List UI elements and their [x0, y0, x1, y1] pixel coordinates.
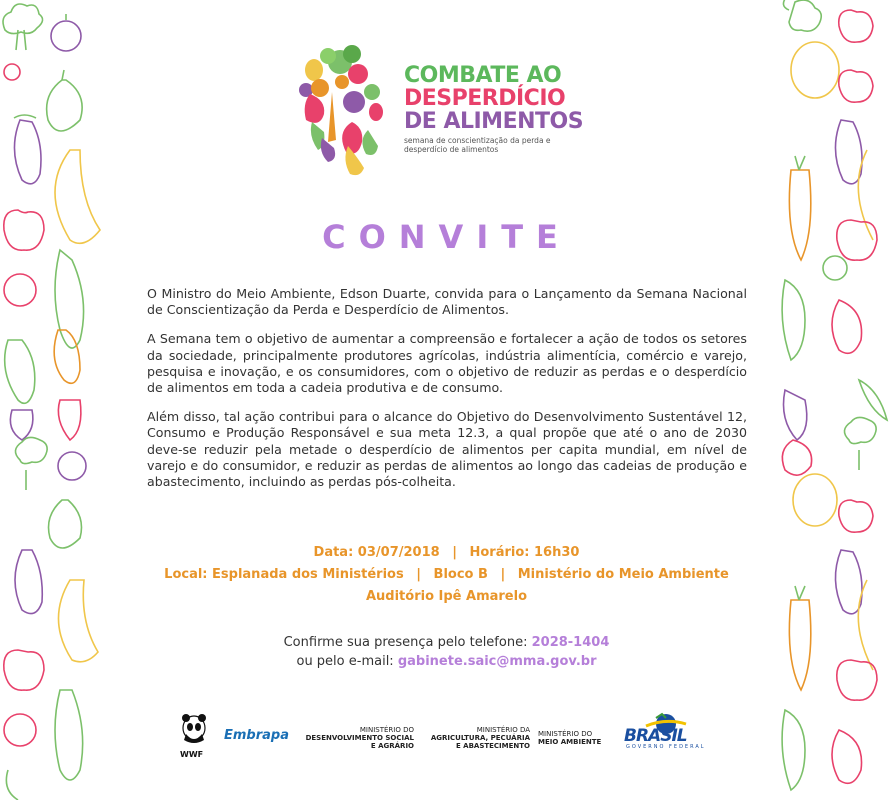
embrapa-logo: Embrapa: [224, 728, 289, 743]
invitation-body: [147, 286, 747, 503]
rsvp-phone[interactable]: 2028-1404: [531, 635, 610, 650]
mdsa-line-2: DESENVOLVIMENTO SOCIAL: [305, 734, 414, 742]
rsvp-block: [0, 633, 893, 671]
sponsor-logos: [180, 712, 720, 757]
mapa-logo: [423, 726, 530, 750]
title-line-1: COMBATE AO: [404, 63, 562, 88]
mma-line-2: MEIO AMBIENTE: [538, 738, 602, 746]
event-date-time: [0, 542, 893, 564]
event-place: Local: Esplanada dos Ministérios: [164, 567, 404, 582]
event-date: Data: 03/07/2018: [313, 545, 440, 560]
event-location: [0, 564, 893, 586]
rsvp-phone-line: [0, 633, 893, 652]
event-details: [0, 542, 893, 608]
rsvp-phone-label: Confirme sua presença pelo telefone:: [283, 635, 528, 650]
right-vegetable-border: [775, 0, 893, 800]
separator: |: [452, 545, 457, 560]
mdsa-line-3: E AGRÁRIO: [370, 742, 414, 750]
brasil-governo-logo: [616, 712, 711, 752]
title-line-2: DESPERDÍCIO: [404, 86, 566, 111]
event-ministry: Ministério do Meio Ambiente: [517, 567, 729, 582]
vegetable-pattern-icon: [775, 0, 893, 800]
vegetable-pattern-icon: [0, 0, 115, 800]
brasil-text: BRASIL: [624, 726, 687, 746]
mapa-line-3: E ABASTECIMENTO: [455, 742, 530, 750]
event-block: Bloco B: [433, 567, 488, 582]
mma-line-1: MINISTÉRIO DO: [538, 730, 593, 738]
separator: |: [500, 567, 506, 582]
separator: |: [416, 567, 422, 582]
campaign-title: [404, 64, 583, 154]
rsvp-email-label: ou pelo e-mail:: [296, 654, 394, 669]
rsvp-email-link[interactable]: gabinete.saic@mma.gov.br: [397, 654, 597, 669]
wwf-text: WWF: [180, 750, 204, 759]
page-title: CONVITE: [322, 218, 571, 256]
panda-icon: [180, 714, 210, 748]
rsvp-email-line: [0, 652, 893, 671]
paragraph: A Semana tem o objetivo de aumentar a compreensão e fortalecer a ação de todos os setores da sociedade, principalmente produtores agrícolas, indústria alimentícia, comércio e varejo, pesquisa e inovação, e os consumidores, com o objetivo de reduzir as perdas e o desperdício de alimentos em toda a cadeia produtiva e de consumo.: [147, 331, 747, 396]
mma-logo: [538, 730, 606, 746]
wwf-logo: [180, 714, 210, 759]
mdsa-logo: [302, 726, 414, 750]
mapa-line-1: MINISTÉRIO DA: [476, 726, 530, 734]
title-line-3: DE ALIMENTOS: [404, 109, 584, 134]
event-time: Horário: 16h30: [469, 545, 580, 560]
governo-federal-text: GOVERNO FEDERAL: [626, 744, 706, 750]
mapa-line-2: AGRICULTURA, PECUÁRIA: [430, 734, 530, 742]
left-vegetable-border: [0, 0, 115, 800]
mdsa-line-1: MINISTÉRIO DO: [359, 726, 414, 734]
campaign-subtitle: semana de conscientização da perda e desperdício de alimentos: [404, 136, 551, 154]
vegetable-cluster-icon: [292, 42, 402, 182]
campaign-logo: [292, 42, 612, 182]
paragraph: Além disso, tal ação contribui para o alcance do Objetivo do Desenvolvimento Sustentável 12, Consumo e Produção Responsável e sua meta 12.3, a qual propõe que até o ano de 2030 deve-se reduzir pela metade o desperdício de alimentos per capita mundial, em nível de varejo e do consumidor, e reduzir as perdas de alimentos ao longo das cadeias de produção e abastecimento, incluindo as perdas pós-colheita.: [147, 409, 747, 490]
paragraph: O Ministro do Meio Ambiente, Edson Duarte, convida para o Lançamento da Semana Nacional de Conscientização da Perda e Desperdício de Alimentos.: [147, 286, 747, 318]
event-room: Auditório Ipê Amarelo: [365, 589, 528, 604]
